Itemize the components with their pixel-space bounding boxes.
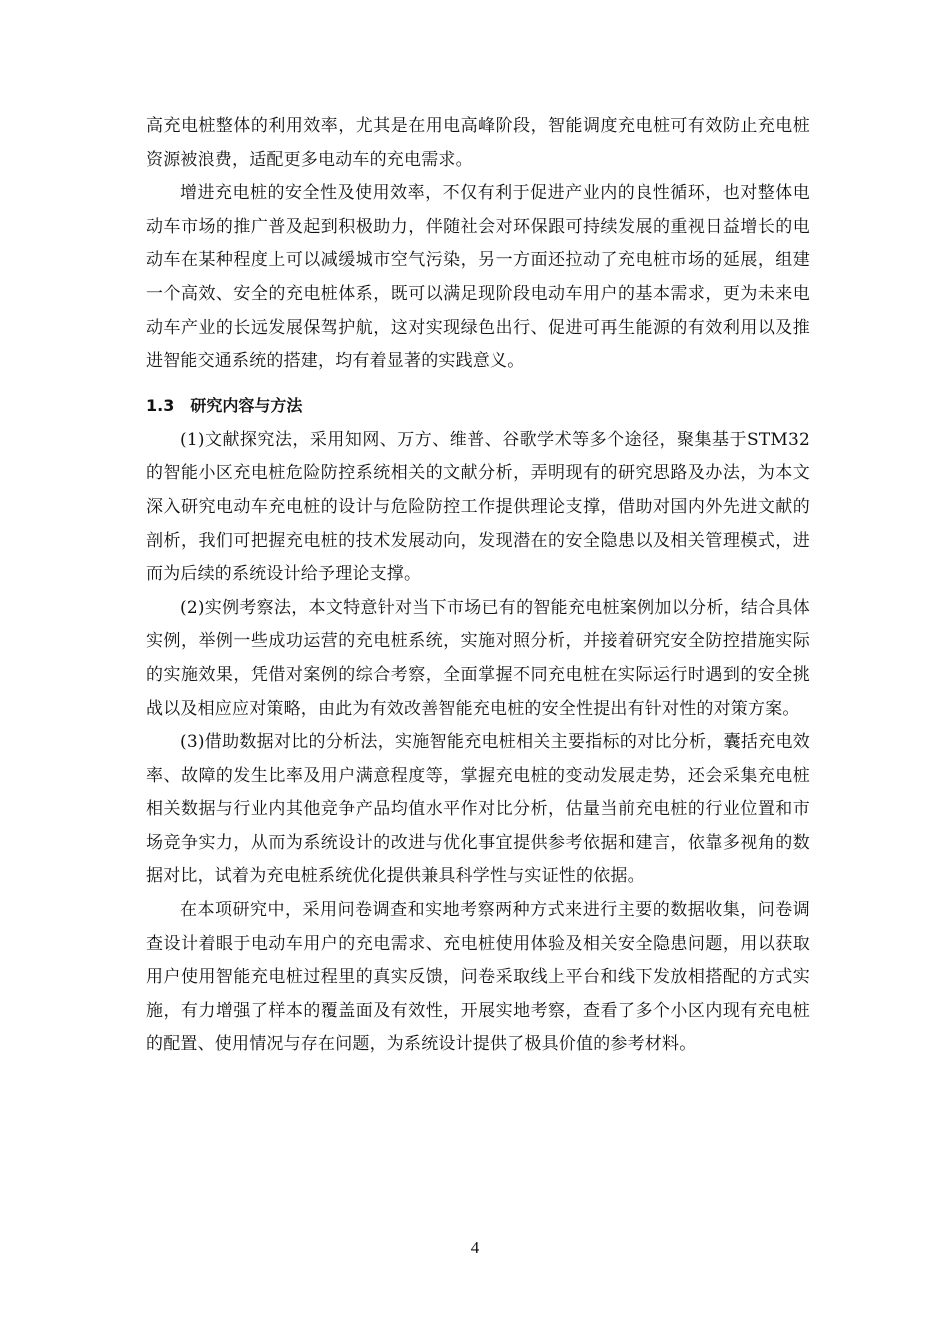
paragraph-continuation: 高充电桩整体的利用效率，尤其是在用电高峰阶段，智能调度充电桩可有效防止充电桩资源被浪费，适配更多电动车的充电需求。 xyxy=(146,116,810,170)
paragraph-data-comparison-method: (3)借助数据对比的分析法，实施智能充电桩相关主要指标的对比分析，囊括充电效率、故障的发生比率及用户满意程度等，掌握充电桩的变动发展走势，还会采集充电桩相关数据与行业内其他竞争产品均值水平作对比分析，估量当前充电桩的行业位置和市场竞争实力，从而为系统设计的改进与优化事宜提供参考依据和建言，依靠多视角的数据对比，试着为充电桩系统优化提供兼具科学性与实证性的依据。 xyxy=(146,732,810,887)
section-heading xyxy=(146,389,810,422)
paragraph-significance: 增进充电桩的安全性及使用效率，不仅有利于促进产业内的良性循环，也对整体电动车市场的推广普及起到积极助力，伴随社会对环保跟可持续发展的重视日益增长的电动车在某种程度上可以减缓城市空气污染，另一方面还拉动了充电桩市场的延展，组建一个高效、安全的充电桩体系，既可以满足现阶段电动车用户的基本需求，更为未来电动车产业的长远发展保驾护航，这对实现绿色出行、促进可再生能源的有效利用以及推进智能交通系统的搭建，均有着显著的实践意义。 xyxy=(146,183,810,372)
body-text xyxy=(146,110,810,1062)
paragraph-case-method: (2)实例考察法，本文特意针对当下市场已有的智能充电桩案例加以分析，结合具体实例，举例一些成功运营的充电桩系统，实施对照分析，并接着研究安全防控措施实际的实施效果，凭借对案例的综合考察，全面掌握不同充电桩在实际运行时遇到的安全挑战以及相应应对策略，由此为有效改善智能充电桩的安全性提出有针对性的对策方案。 xyxy=(146,597,810,719)
section-number: 1.3 xyxy=(146,395,175,415)
paragraph-data-collection: 在本项研究中，采用问卷调查和实地考察两种方式来进行主要的数据收集，问卷调查设计着眼于电动车用户的充电需求、充电桩使用体验及相关安全隐患问题，用以获取用户使用智能充电桩过程里的真实反馈，问卷采取线上平台和线下发放相搭配的方式实施，有力增强了样本的覆盖面及有效性，开展实地考察，查看了多个小区内现有充电桩的配置、使用情况与存在问题，为系统设计提供了极具价值的参考材料。 xyxy=(146,900,810,1055)
section-title: 研究内容与方法 xyxy=(190,395,303,415)
paragraph-literature-method: (1)文献探究法，采用知网、万方、维普、谷歌学术等多个途径，聚集基于STM32的智能小区充电桩危险防控系统相关的文献分析，弄明现有的研究思路及办法，为本文深入研究电动车充电桩的设计与危险防控工作提供理论支撑，借助对国内外先进文献的剖析，我们可把握充电桩的技术发展动向，发现潜在的安全隐患以及相关管理模式，进而为后续的系统设计给予理论支撑。 xyxy=(146,429,810,585)
page-number: 4 xyxy=(470,1238,480,1257)
